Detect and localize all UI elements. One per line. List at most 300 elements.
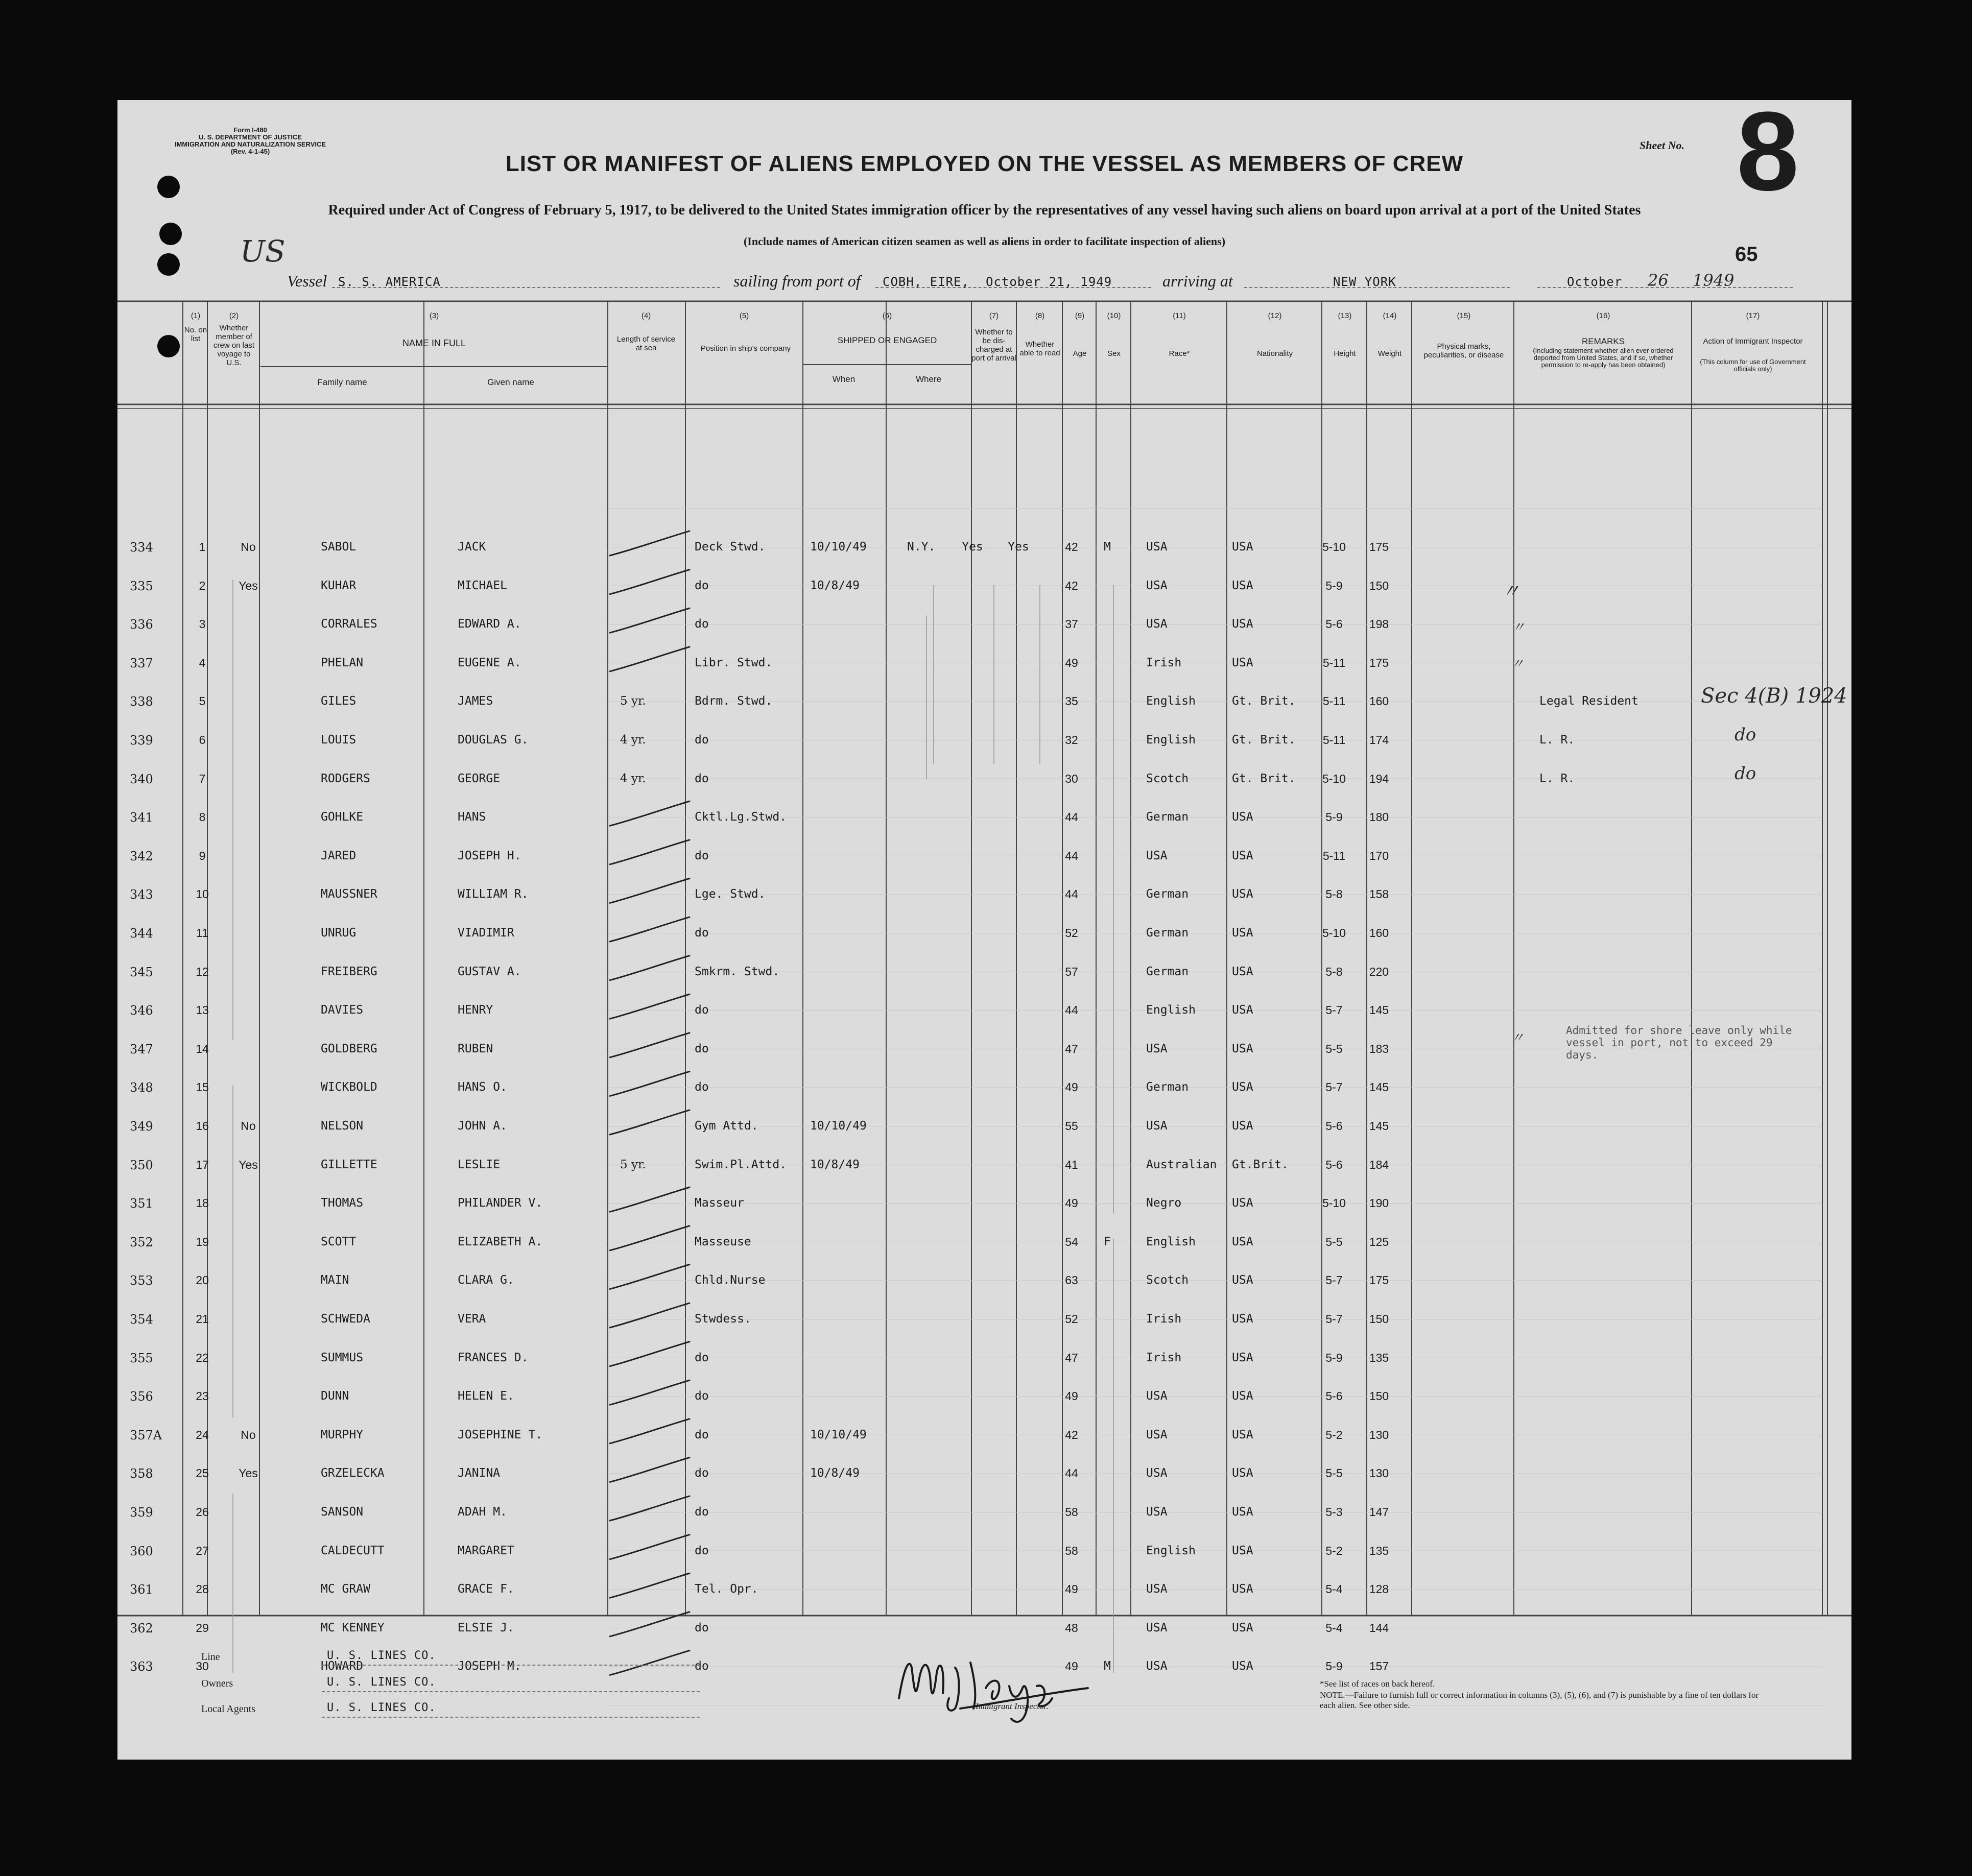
cell-family: MAIN (321, 1273, 349, 1287)
arriving-label: arriving at (1162, 272, 1233, 290)
footer-agents-rule (322, 1717, 700, 1718)
cell-weight: 180 (1369, 810, 1389, 824)
cell-age: 44 (1065, 849, 1078, 862)
cell-no: 13 (196, 1003, 209, 1017)
cell-weight: 130 (1369, 1428, 1389, 1441)
vessel-mark: US (240, 234, 286, 269)
cell-family: UNRUG (321, 926, 357, 940)
cell-race: English (1146, 1235, 1196, 1248)
cell-race: USA (1146, 1389, 1168, 1403)
cell-idx: 334 (130, 540, 153, 555)
cell-race: USA (1146, 1119, 1168, 1133)
cell-given: ADAH M. (458, 1505, 507, 1519)
cell-no: 17 (196, 1158, 209, 1171)
form-service: IMMIGRATION AND NATURALIZATION SERVICE (174, 140, 326, 148)
cell-height: 5-5 (1325, 1466, 1343, 1480)
col5-header: Position in ship's company (700, 344, 791, 353)
cell-family: RODGERS (321, 772, 370, 785)
cell-no: 1 (199, 540, 206, 554)
cell-age: 35 (1065, 694, 1078, 708)
service-slash (610, 1226, 690, 1250)
service-slash (610, 531, 690, 556)
cell-weight: 190 (1369, 1196, 1389, 1210)
cell-age: 63 (1065, 1273, 1078, 1287)
cell-age: 37 (1065, 617, 1078, 631)
cell-height: 5-2 (1325, 1428, 1343, 1441)
cell-nationality: USA (1232, 1042, 1253, 1055)
cell-idx: 355 (130, 1351, 153, 1365)
cell-nationality: USA (1232, 1119, 1253, 1133)
cell-age: 49 (1065, 656, 1078, 669)
service-slash (610, 994, 690, 1019)
cell-position: do (695, 1003, 709, 1017)
cell-idx: 350 (130, 1158, 153, 1172)
cell-no: 9 (199, 849, 206, 862)
cell-weight: 145 (1369, 1003, 1389, 1017)
cell-weight: 175 (1369, 1273, 1389, 1287)
cell-weight: 145 (1369, 1119, 1389, 1133)
cell-given: WILLIAM R. (458, 887, 529, 901)
cell-family: NELSON (321, 1119, 364, 1133)
cell-age: 44 (1065, 887, 1078, 901)
col17-header: Action of Immigrant Inspector (1703, 337, 1803, 346)
col10-number: (10) (1107, 311, 1121, 320)
cell-family: WICKBOLD (321, 1080, 377, 1094)
fine-note: NOTE.—Failure to furnish full or correct information in columns (3), (5), (6), and (7) is punishable by a fine of ten dollars for each alien. See other side. (1320, 1690, 1759, 1710)
manifest-page (117, 100, 1851, 1760)
cell-race: English (1146, 1544, 1196, 1557)
cell-height: 5-11 (1322, 849, 1346, 862)
service-slash (610, 1650, 690, 1675)
cell-position: do (695, 617, 709, 631)
cell-family: CORRALES (321, 617, 377, 631)
col6-number: (6) (882, 311, 892, 320)
cell-no: 11 (196, 926, 208, 940)
footer-owners-label: Owners (201, 1678, 233, 1689)
cell-position: Gym Attd. (695, 1119, 758, 1133)
cell-position: do (695, 926, 709, 940)
col9-header: Age (1073, 349, 1087, 358)
cell-race: English (1146, 733, 1196, 747)
cell-position: Stwdess. (695, 1312, 751, 1326)
cell-nationality: Gt. Brit. (1232, 772, 1296, 785)
arrive-month: October (1567, 275, 1623, 289)
cell-no: 16 (196, 1119, 209, 1133)
service-slash (610, 1496, 690, 1521)
cell-when: 10/10/49 (810, 540, 867, 554)
cell-height: 5-9 (1325, 579, 1343, 592)
cell-race: USA (1146, 1042, 1168, 1055)
cell-height: 5-5 (1325, 1042, 1343, 1055)
cell-idx: 362 (130, 1621, 153, 1636)
cell-where: N.Y. (907, 540, 936, 554)
footer-owners-value: U. S. LINES CO. (327, 1676, 436, 1689)
cell-age: 52 (1065, 1312, 1078, 1326)
cell-position: Masseur (695, 1196, 744, 1210)
col6-header: SHIPPED OR ENGAGED (837, 335, 937, 345)
cell-weight: 198 (1369, 617, 1389, 631)
cell-nationality: USA (1232, 926, 1253, 940)
col1-header: No. on list (184, 326, 207, 343)
cell-given: CLARA G. (458, 1273, 514, 1287)
cell-weight: 175 (1369, 656, 1389, 669)
cell-height: 5-7 (1325, 1080, 1343, 1094)
cell-no: 2 (199, 579, 206, 592)
cell-no: 27 (196, 1544, 209, 1557)
cell-age: 54 (1065, 1235, 1078, 1248)
cell-height: 5-7 (1325, 1312, 1343, 1326)
cell-race: USA (1146, 1428, 1168, 1441)
cell-weight: 128 (1369, 1582, 1389, 1596)
cell-race: German (1146, 887, 1189, 901)
cell-service: 4 yr. (620, 772, 646, 785)
col6-when-header: When (832, 374, 856, 384)
cell-given: GUSTAV A. (458, 965, 521, 978)
col17-subheader: (This column for use of Government officials only) (1700, 358, 1806, 373)
cell-weight: 145 (1369, 1080, 1389, 1094)
cell-position: do (695, 772, 709, 785)
cell-given: GEORGE (458, 772, 501, 785)
cell-idx: 336 (130, 617, 153, 632)
cell-idx: 335 (130, 579, 153, 593)
cell-position: do (695, 1505, 709, 1519)
arrive-year: 1949 (1693, 271, 1735, 290)
cell-position: do (695, 1389, 709, 1403)
cell-race: English (1146, 1003, 1196, 1017)
cell-race: USA (1146, 1582, 1168, 1596)
cell-family: GOHLKE (321, 810, 364, 824)
cell-prev: No (241, 540, 256, 554)
cell-position: do (695, 579, 709, 592)
cell-age: 49 (1065, 1582, 1078, 1596)
form-number: Form I-480 (233, 126, 267, 134)
cell-prev: Yes (239, 1466, 258, 1480)
cell-family: SCOTT (321, 1235, 357, 1248)
cell-family: CALDECUTT (321, 1544, 385, 1557)
col8-number: (8) (1035, 311, 1045, 320)
cell-given: JOSEPHINE T. (458, 1428, 543, 1441)
cell-weight: 160 (1369, 694, 1389, 708)
cell-given: VERA (458, 1312, 486, 1326)
cell-nationality: USA (1232, 1080, 1253, 1094)
col17-number: (17) (1746, 311, 1760, 320)
form-revision: (Rev. 4-1-45) (230, 148, 270, 155)
cell-idx: 342 (130, 849, 153, 863)
cell-weight: 194 (1369, 772, 1389, 785)
cell-age: 52 (1065, 926, 1078, 940)
cell-given: GRACE F. (458, 1582, 514, 1596)
col13-number: (13) (1338, 311, 1352, 320)
cell-no: 15 (196, 1080, 209, 1094)
col3-given-header: Given name (487, 377, 534, 387)
service-slash (610, 1342, 690, 1366)
cell-no: 12 (196, 965, 209, 978)
cell-idx: 340 (130, 772, 153, 786)
check-mark-339: 〃 (1512, 620, 1526, 635)
col2-header: Whether member of crew on last voyage to U.S. (213, 324, 255, 367)
cell-position: Smkrm. Stwd. (695, 965, 780, 978)
service-slash (610, 878, 690, 903)
cell-height: 5-7 (1325, 1003, 1343, 1017)
cell-position: do (695, 1544, 709, 1557)
cell-weight: 175 (1369, 540, 1389, 554)
service-slash (610, 1303, 690, 1328)
cell-family: SABOL (321, 540, 357, 554)
cell-when: 10/10/49 (810, 1119, 867, 1133)
sheet-number: 8 (1737, 100, 1799, 214)
col15-number: (15) (1457, 311, 1471, 320)
cell-age: 44 (1065, 1003, 1078, 1017)
cell-idx: 356 (130, 1389, 153, 1404)
cell-nationality: USA (1232, 1466, 1253, 1480)
cell-action: Sec 4(B) 1924 (1701, 684, 1847, 708)
cell-position: do (695, 1621, 709, 1634)
port-from: COBH, EIRE, (883, 275, 969, 289)
col16-subheader: (Including statement whether alien ever ordered deported from United States, and if so, whether permission to re-apply has been obtained) (1533, 347, 1674, 369)
cell-nationality: USA (1232, 1196, 1253, 1210)
cell-family: GRZELECKA (321, 1466, 385, 1480)
cell-given: VIADIMIR (458, 926, 514, 940)
cell-height: 5-3 (1325, 1505, 1343, 1519)
cell-height: 5-10 (1322, 772, 1346, 785)
cell-position: Masseuse (695, 1235, 751, 1248)
service-slash (610, 1110, 690, 1135)
cell-family: FREIBERG (321, 965, 377, 978)
cell-nationality: USA (1232, 1505, 1253, 1519)
cell-nationality: Gt. Brit. (1232, 733, 1296, 747)
service-slash (610, 647, 690, 671)
cell-position: do (695, 1659, 709, 1673)
cell-height: 5-10 (1322, 1196, 1346, 1210)
cell-height: 5-6 (1325, 1389, 1343, 1403)
inspector-label: Immigrant Inspector. (976, 1701, 1049, 1711)
cell-nationality: Gt. Brit. (1232, 694, 1296, 708)
sailing-label: sailing from port of (733, 272, 861, 290)
cell-given: HELEN E. (458, 1389, 514, 1403)
cell-family: MC KENNEY (321, 1621, 385, 1634)
cell-family: GILLETTE (321, 1158, 377, 1171)
col16-number: (16) (1596, 311, 1610, 320)
cell-action: do (1735, 725, 1756, 745)
col3-family-header: Family name (317, 377, 367, 387)
cell-age: 55 (1065, 1119, 1078, 1133)
col14-number: (14) (1383, 311, 1397, 320)
cell-position: do (695, 1042, 709, 1055)
cell-height: 5-10 (1322, 540, 1346, 554)
cell-age: 58 (1065, 1544, 1078, 1557)
cell-age: 57 (1065, 965, 1078, 978)
cell-age: 32 (1065, 733, 1078, 747)
cell-no: 18 (196, 1196, 209, 1210)
cell-service: 5 yr. (620, 694, 646, 708)
service-slash (610, 1071, 690, 1096)
cell-family: MURPHY (321, 1428, 364, 1441)
service-slash (610, 1033, 690, 1057)
inspector-signature (884, 1637, 1210, 1729)
cell-race: English (1146, 694, 1196, 708)
cell-race: German (1146, 1080, 1189, 1094)
cell-position: do (695, 1080, 709, 1094)
cell-when: 10/8/49 (810, 579, 860, 592)
cell-race: USA (1146, 1466, 1168, 1480)
cell-height: 5-8 (1325, 965, 1343, 978)
cell-discharged: Yes (962, 540, 983, 554)
cell-idx: 346 (130, 1003, 153, 1018)
cell-age: 42 (1065, 540, 1078, 554)
service-slash (610, 570, 690, 594)
cell-weight: 220 (1369, 965, 1389, 978)
cell-family: LOUIS (321, 733, 357, 747)
cell-given: JACK (458, 540, 486, 554)
page-number: 65 (1735, 243, 1758, 266)
cell-nationality: USA (1232, 617, 1253, 631)
cell-idx: 341 (130, 810, 153, 825)
col15-header: Physical marks, peculiarities, or disease (1423, 342, 1504, 359)
cell-service: 5 yr. (620, 1158, 646, 1171)
cell-idx: 361 (130, 1582, 153, 1597)
cell-given: MICHAEL (458, 579, 507, 592)
cell-weight: 150 (1369, 1312, 1389, 1326)
cell-age: 44 (1065, 1466, 1078, 1480)
cell-family: KUHAR (321, 579, 357, 592)
cell-idx: 337 (130, 656, 153, 670)
cell-idx: 354 (130, 1312, 153, 1327)
shore-leave-note-text: Admitted for shore leave only while vessel in port, not to exceed 29 days. (1566, 1024, 1792, 1061)
cell-race: German (1146, 926, 1189, 940)
cell-height: 5-6 (1325, 617, 1343, 631)
cell-height: 5-11 (1322, 694, 1346, 708)
cell-family: SANSON (321, 1505, 364, 1519)
cell-no: 5 (199, 694, 206, 708)
cell-position: Libr. Stwd. (695, 656, 773, 669)
cell-no: 8 (199, 810, 206, 824)
cell-position: Swim.Pl.Attd. (695, 1158, 787, 1171)
col4-header: Length of service at sea (616, 335, 676, 352)
cell-given: LESLIE (458, 1158, 501, 1171)
cell-no: 28 (196, 1582, 209, 1596)
service-slash (610, 801, 690, 826)
sail-date: October 21, 1949 (986, 275, 1112, 289)
cell-given: JANINA (458, 1466, 501, 1480)
cell-idx: 343 (130, 887, 153, 902)
cell-weight: 158 (1369, 887, 1389, 901)
cell-nationality: USA (1232, 1659, 1253, 1673)
cell-given: JAMES (458, 694, 493, 708)
cell-sex: M (1104, 540, 1111, 554)
service-slash (610, 917, 690, 942)
cell-no: 30 (196, 1659, 209, 1673)
cell-height: 5-6 (1325, 1119, 1343, 1133)
col5-number: (5) (739, 311, 749, 320)
cell-given: ELIZABETH A. (458, 1235, 543, 1248)
cell-weight: 170 (1369, 849, 1389, 862)
cell-age: 42 (1065, 1428, 1078, 1441)
cell-family: DUNN (321, 1389, 349, 1403)
cell-nationality: USA (1232, 1273, 1253, 1287)
col12-header: Nationality (1256, 349, 1293, 358)
cell-weight: 125 (1369, 1235, 1389, 1248)
cell-no: 23 (196, 1389, 209, 1403)
cell-weight: 130 (1369, 1466, 1389, 1480)
cell-position: do (695, 1466, 709, 1480)
cell-no: 19 (196, 1235, 209, 1248)
col7-number: (7) (989, 311, 999, 320)
cell-nationality: USA (1232, 540, 1253, 554)
cell-sex: F (1104, 1235, 1111, 1248)
cell-nationality: USA (1232, 849, 1253, 862)
cell-idx: 358 (130, 1466, 153, 1481)
cell-given: DOUGLAS G. (458, 733, 529, 747)
col1-number: (1) (191, 311, 201, 320)
cell-idx: 359 (130, 1505, 153, 1520)
cell-nationality: USA (1232, 965, 1253, 978)
col12-number: (12) (1268, 311, 1282, 320)
cell-no: 10 (196, 887, 209, 901)
cell-height: 5-4 (1325, 1582, 1343, 1596)
shore-leave-note (1566, 1024, 1806, 1061)
col9-number: (9) (1075, 311, 1085, 320)
footer-line-value: U. S. LINES CO. (327, 1649, 436, 1662)
cell-idx: 344 (130, 926, 153, 941)
cell-age: 44 (1065, 810, 1078, 824)
col7-header: Whether to be dis-charged at port of arrival (971, 328, 1016, 363)
cell-race: USA (1146, 849, 1168, 862)
cell-given: HANS O. (458, 1080, 507, 1094)
cell-age: 30 (1065, 772, 1078, 785)
col16-header: REMARKS (1581, 336, 1625, 346)
cell-nationality: USA (1232, 1389, 1253, 1403)
cell-weight: 135 (1369, 1544, 1389, 1557)
cell-no: 29 (196, 1621, 209, 1634)
check-mark-338: 〃 (1502, 581, 1520, 602)
cell-race: USA (1146, 540, 1168, 554)
cell-height: 5-11 (1322, 733, 1346, 747)
cell-position: Lge. Stwd. (695, 887, 766, 901)
cell-idx: 347 (130, 1042, 153, 1056)
cell-when: 10/8/49 (810, 1158, 860, 1171)
cell-age: 48 (1065, 1621, 1078, 1634)
cell-idx: 352 (130, 1235, 153, 1249)
cell-family: MAUSSNER (321, 887, 377, 901)
cell-nationality: USA (1232, 1544, 1253, 1557)
cell-position: Bdrm. Stwd. (695, 694, 773, 708)
sheet-label: Sheet No. (1640, 139, 1684, 152)
footer-line-rule (322, 1665, 700, 1666)
cell-nationality: USA (1232, 1428, 1253, 1441)
form-department: U. S. DEPARTMENT OF JUSTICE (199, 133, 302, 141)
races-note: *See list of races on back hereof. (1320, 1679, 1435, 1689)
cell-age: 49 (1065, 1659, 1078, 1673)
service-slash (610, 1380, 690, 1405)
cell-idx: 357A (130, 1428, 162, 1442)
cell-idx: 349 (130, 1119, 153, 1134)
cell-weight: 147 (1369, 1505, 1389, 1519)
cell-weight: 184 (1369, 1158, 1389, 1171)
cell-no: 25 (196, 1466, 209, 1480)
cell-read: Yes (1008, 540, 1029, 554)
service-slash (610, 1187, 690, 1212)
cell-height: 5-7 (1325, 1273, 1343, 1287)
cell-height: 5-9 (1325, 810, 1343, 824)
footer-agents-label: Local Agents (201, 1703, 256, 1715)
cell-weight: 144 (1369, 1621, 1389, 1634)
service-slash (610, 1264, 690, 1289)
cell-no: 14 (196, 1042, 209, 1055)
cell-weight: 150 (1369, 1389, 1389, 1403)
cell-family: JARED (321, 849, 357, 862)
cell-height: 5-11 (1322, 656, 1346, 669)
service-slash (610, 608, 690, 633)
